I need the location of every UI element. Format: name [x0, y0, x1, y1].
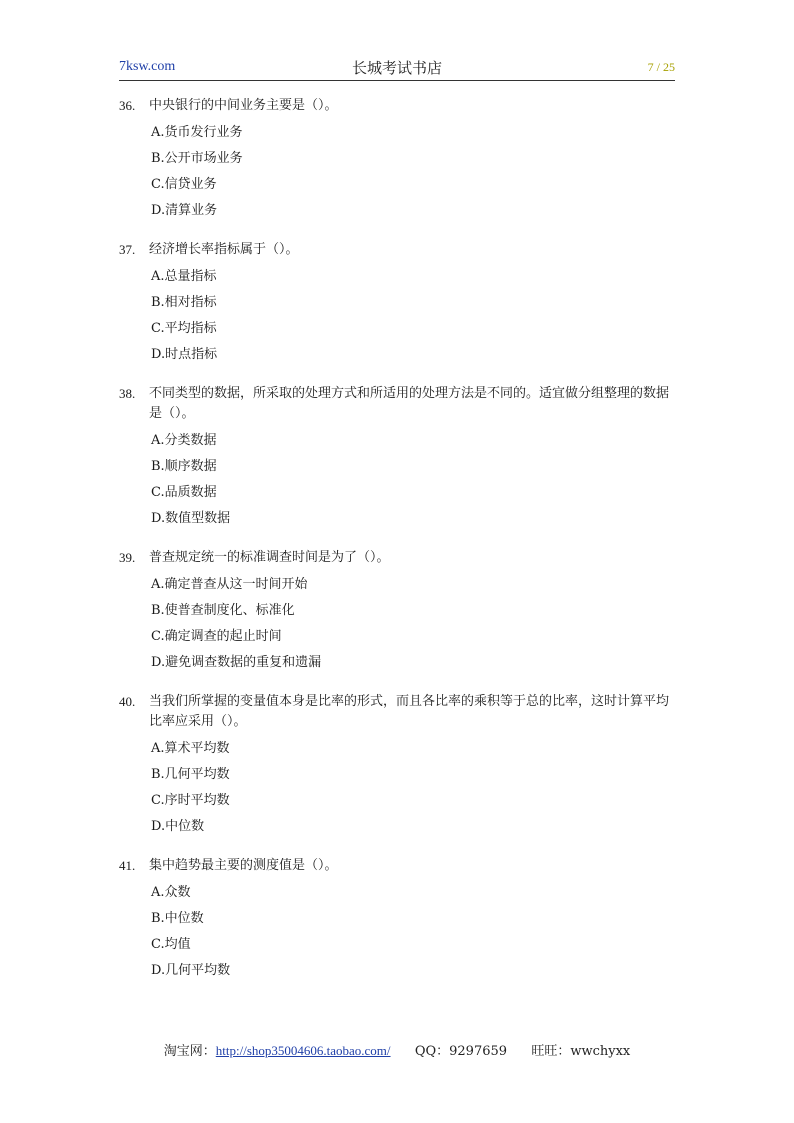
page-number: 7 / 25: [647, 60, 675, 74]
option-a: A.算术平均数: [151, 741, 230, 756]
question-text: 中央银行的中间业务主要是（）。: [149, 98, 338, 113]
option-b: B.顺序数据: [151, 459, 217, 474]
option-d: D.中位数: [151, 819, 205, 834]
wangwang-contact: 旺旺：wwchyxx: [531, 1044, 631, 1059]
option-c: C.序时平均数: [151, 793, 230, 808]
option-d: D.数值型数据: [151, 511, 231, 526]
option-b: B.公开市场业务: [151, 151, 243, 166]
option-a: A.货币发行业务: [151, 125, 243, 140]
option-b: B.几何平均数: [151, 767, 230, 782]
option-c: C.平均指标: [151, 321, 217, 336]
option-c: C.品质数据: [151, 485, 217, 500]
option-b: B.相对指标: [151, 295, 217, 310]
question-number: 36.: [119, 98, 136, 113]
option-b: B.中位数: [151, 911, 204, 926]
page-header: [119, 58, 675, 81]
question-item: [119, 240, 679, 368]
option-a: A.确定普查从这一时间开始: [151, 577, 308, 592]
option-d: D.时点指标: [151, 347, 218, 362]
question-number: 37.: [119, 242, 136, 257]
question-text: 经济增长率指标属于（）。: [149, 242, 299, 257]
header-title: 长城考试书店: [351, 59, 442, 77]
option-c: C.信贷业务: [151, 177, 217, 192]
question-text: 普查规定统一的标准调查时间是为了（）。: [149, 550, 390, 565]
qq-contact: QQ：9297659: [414, 1044, 508, 1059]
option-c: C.均值: [151, 937, 191, 952]
question-text: 当我们所掌握的变量值本身是比率的形式，而且各比率的乘积等于总的比率，这时计算平均比率应采用（）。: [149, 694, 670, 729]
option-a: A.众数: [151, 885, 191, 900]
question-text: 集中趋势最主要的测度值是（）。: [149, 858, 338, 873]
question-item: [119, 548, 679, 676]
option-a: A.分类数据: [151, 433, 217, 448]
question-number: 40.: [119, 694, 136, 709]
question-text: 不同类型的数据，所采取的处理方式和所适用的处理方法是不同的。适宜做分组整理的数据是（）。: [149, 386, 670, 421]
taobao-label: 淘宝网：: [163, 1044, 216, 1059]
page-footer: [0, 1040, 794, 1059]
option-a: A.总量指标: [151, 269, 217, 284]
question-list: [119, 96, 679, 1000]
question-item: [119, 692, 679, 840]
question-number: 39.: [119, 550, 136, 565]
question-item: [119, 96, 679, 224]
option-d: D.避免调查数据的重复和遗漏: [151, 655, 322, 670]
option-d: D.几何平均数: [151, 963, 231, 978]
question-item: [119, 384, 679, 532]
question-number: 38.: [119, 386, 136, 401]
question-item: [119, 856, 679, 984]
option-c: C.确定调查的起止时间: [151, 629, 282, 644]
taobao-shop-link[interactable]: http://shop35004606.taobao.com/: [215, 1043, 391, 1058]
question-number: 41.: [119, 858, 136, 873]
site-link[interactable]: 7ksw.com: [119, 59, 176, 74]
option-d: D.清算业务: [151, 203, 218, 218]
option-b: B.使普查制度化、标准化: [151, 603, 295, 618]
